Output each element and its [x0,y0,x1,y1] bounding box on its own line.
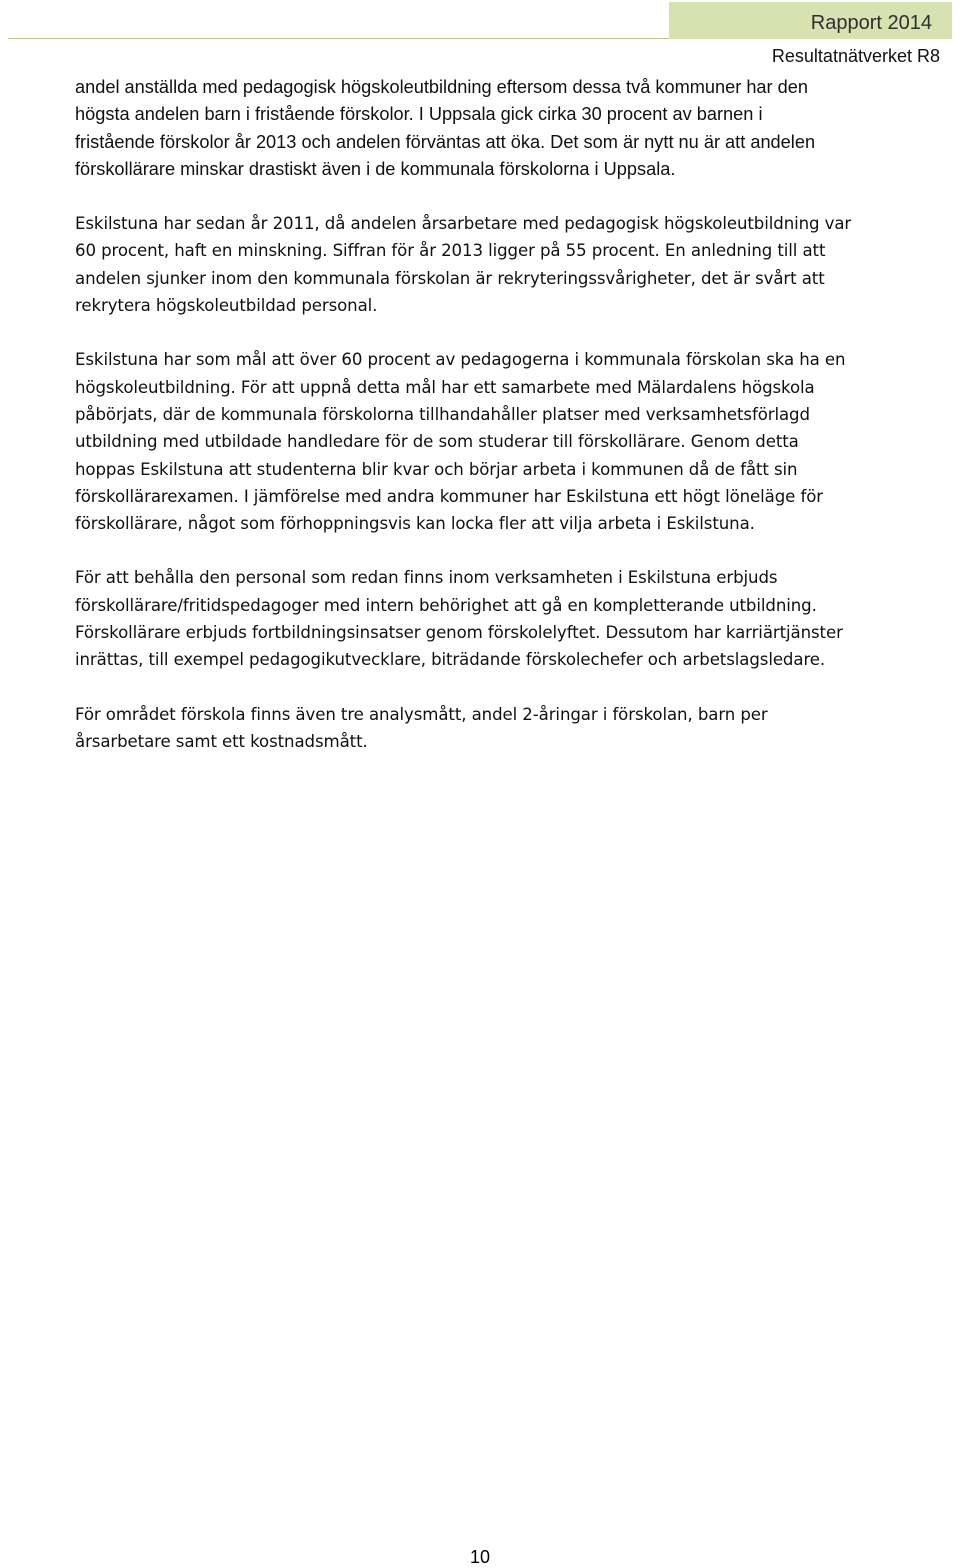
document-body [75,74,937,782]
text-line: Eskilstuna har sedan år 2011, då andelen årsarbetare med pedagogisk högskoleutbildning var [75,214,852,234]
paragraph-3 [75,346,937,537]
text-line: högsta andelen barn i fristående förskolor. I Uppsala gick cirka 30 procent av barnen i [75,104,763,125]
text-line: Eskilstuna har som mål att över 60 procent av pedagogerna i kommunala förskolan ska ha en [75,350,846,370]
text-line: rekrytera högskoleutbildad personal. [75,296,378,316]
report-subtitle: Resultatnätverket R8 [771,46,940,66]
paragraph-2 [75,210,937,319]
paragraph-4 [75,564,937,673]
text-line: förskollärare, något som förhoppningsvis kan locka fler att vilja arbeta i Eskilstuna. [75,514,755,534]
page-number: 10 [469,1547,491,1567]
text-line: högskoleutbildning. För att uppnå detta mål har ett samarbete med Mälardalens högskola [75,377,815,397]
text-line: För att behålla den personal som redan finns inom verksamheten i Eskilstuna erbjuds [75,568,778,588]
text-line: förskollärare/fritidspedagoger med intern behörighet att gå en kompletterande utbildning. [75,595,817,615]
text-line: påbörjats, där de kommunala förskolorna tillhandahåller platser med verksamhetsförlagd [75,404,810,424]
text-line: förskollärarexamen. I jämförelse med andra kommuner har Eskilstuna ett högt löneläge för [75,486,823,506]
text-line: inrättas, till exempel pedagogikutvecklare, biträdande förskolechefer och arbetslagsledare. [75,650,826,670]
text-line: förskollärare minskar drastiskt även i de kommunala förskolorna i Uppsala. [75,158,676,179]
text-line: andelen sjunker inom den kommunala förskolan är rekryteringssvårigheter, det är svårt att [75,268,825,288]
text-line: 60 procent, haft en minskning. Siffran för år 2013 ligger på 55 procent. En anledning till att [75,241,826,261]
text-line: hoppas Eskilstuna att studenterna blir kvar och börjar arbeta i kommunen då de fått sin [75,459,798,479]
text-line: utbildning med utbildade handledare för de som studerar till förskollärare. Genom detta [75,432,799,452]
text-line: årsarbetare samt ett kostnadsmått. [75,731,368,751]
text-line: Förskollärare erbjuds fortbildningsinsatser genom förskolelyftet. Dessutom har karriärtjänster [75,623,843,643]
text-line: För området förskola finns även tre analysmått, andel 2-åringar i förskolan, barn per [75,704,768,724]
paragraph-1 [75,74,937,183]
header-banner [669,2,952,39]
text-line: andel anställda med pedagogisk högskoleutbildning eftersom dessa två kommuner har den [75,77,809,97]
paragraph-5 [75,701,937,756]
report-title: Rapport 2014 [810,12,932,34]
text-line: fristående förskolor år 2013 och andelen förväntas att öka. Det som är nytt nu är att andelen [75,131,816,152]
